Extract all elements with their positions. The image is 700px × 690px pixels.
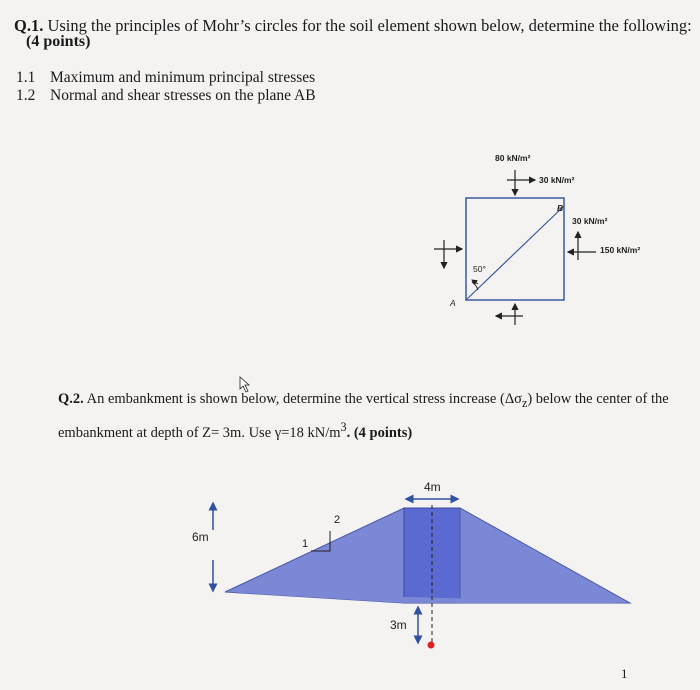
- soil-element-square: [466, 198, 564, 300]
- top-shear-label: 30 kN/m²: [539, 175, 575, 185]
- q2-sub: z: [521, 395, 528, 410]
- q2-text: [58, 387, 678, 445]
- q1-item-text: Maximum and minimum principal stresses: [50, 69, 316, 86]
- width-label: 4m: [424, 480, 441, 494]
- q2-number: Q.2.: [58, 391, 84, 407]
- q2-points: . (4 points): [346, 424, 413, 441]
- depth-label: 3m: [390, 618, 407, 632]
- q1-number: Q.1.: [14, 16, 44, 35]
- slope-h-label: 1: [302, 538, 309, 550]
- point-a-label: A: [450, 298, 456, 308]
- stress-point: [428, 642, 435, 649]
- height-label: 6m: [192, 530, 209, 544]
- right-normal-label: 150 kN/m²: [600, 245, 641, 255]
- q1-item-text: Normal and shear stresses on the plane AB: [50, 87, 316, 104]
- right-shear-label: 30 kN/m²: [572, 216, 608, 226]
- embankment-left-slope: [225, 508, 404, 603]
- q2-text-before: An embankment is shown below, determine the vertical stress increase (Δσ: [83, 391, 522, 407]
- page-number: 1: [621, 666, 628, 681]
- angle-arrow: [472, 280, 478, 284]
- q2-sup: 3: [340, 419, 347, 434]
- q1-points: (4 points): [26, 33, 91, 50]
- q1-item-number: 1.2: [16, 87, 36, 104]
- angle-label: 50°: [473, 264, 486, 274]
- embankment-right-slope: [460, 508, 630, 603]
- q1-text: Using the principles of Mohr’s circles for the soil element shown below, determine the following:: [43, 16, 692, 35]
- point-b-label: B: [557, 203, 564, 213]
- top-normal-label: 80 kN/m²: [495, 153, 531, 163]
- q1-item-number: 1.1: [16, 69, 36, 86]
- slope-v-label: 2: [334, 514, 341, 526]
- plane-ab-line: [466, 206, 564, 300]
- q2-text-after: ) below the center of the embankment at depth of Z= 3m. Use γ=18 kN/m: [58, 391, 669, 441]
